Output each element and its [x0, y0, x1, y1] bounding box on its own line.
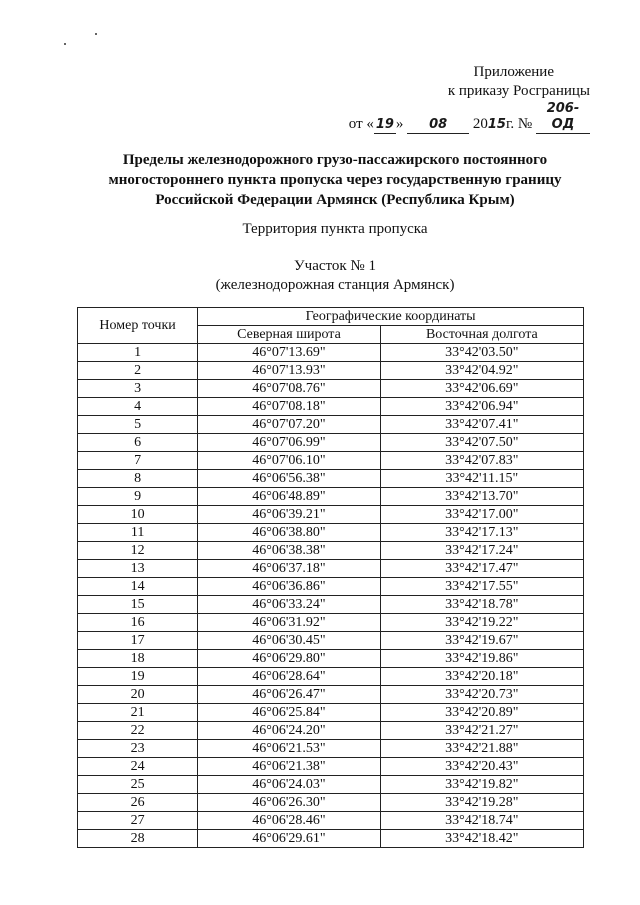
table-row — [78, 614, 584, 632]
latitude-cell: 46°07'08.18" — [198, 398, 381, 416]
point-number-cell: 12 — [78, 542, 198, 560]
table-row — [78, 632, 584, 650]
scan-speck — [64, 43, 66, 45]
document-title — [60, 150, 610, 210]
table-row — [78, 398, 584, 416]
longitude-cell: 33°42'20.43" — [380, 758, 583, 776]
table-row — [78, 704, 584, 722]
longitude-cell: 33°42'17.00" — [380, 506, 583, 524]
longitude-cell: 33°42'11.15" — [380, 470, 583, 488]
latitude-cell: 46°06'21.53" — [198, 740, 381, 758]
longitude-cell: 33°42'20.18" — [380, 668, 583, 686]
latitude-cell: 46°06'31.92" — [198, 614, 381, 632]
latitude-cell: 46°06'21.38" — [198, 758, 381, 776]
longitude-cell: 33°42'19.82" — [380, 776, 583, 794]
longitude-cell: 33°42'19.22" — [380, 614, 583, 632]
longitude-cell: 33°42'06.69" — [380, 380, 583, 398]
date-prefix: от « — [348, 116, 374, 132]
table-row — [78, 812, 584, 830]
territory-heading: Территория пункта пропуска — [242, 221, 428, 237]
longitude-cell: 33°42'07.83" — [380, 452, 583, 470]
order-year: 15 — [487, 117, 506, 132]
latitude-cell: 46°07'06.99" — [198, 434, 381, 452]
table-row — [78, 524, 584, 542]
latitude-cell: 46°07'06.10" — [198, 452, 381, 470]
point-number-cell: 25 — [78, 776, 198, 794]
point-number-cell: 8 — [78, 470, 198, 488]
longitude-cell: 33°42'17.13" — [380, 524, 583, 542]
point-number-cell: 22 — [78, 722, 198, 740]
latitude-cell: 46°06'39.21" — [198, 506, 381, 524]
longitude-cell: 33°42'07.50" — [380, 434, 583, 452]
point-number-cell: 13 — [78, 560, 198, 578]
table-row — [78, 650, 584, 668]
header-longitude: Восточная долгота — [380, 326, 583, 344]
latitude-cell: 46°07'13.93" — [198, 362, 381, 380]
table-row — [78, 686, 584, 704]
header-point-number: Номер точки — [78, 308, 198, 344]
table-row — [78, 740, 584, 758]
section-name: Участок № 1 — [294, 258, 376, 274]
table-row — [78, 362, 584, 380]
point-number-cell: 11 — [78, 524, 198, 542]
latitude-cell: 46°06'56.38" — [198, 470, 381, 488]
section-note: (железнодорожная станция Армянск) — [215, 277, 455, 293]
table-row — [78, 578, 584, 596]
point-number-cell: 21 — [78, 704, 198, 722]
longitude-cell: 33°42'13.70" — [380, 488, 583, 506]
longitude-cell: 33°42'18.42" — [380, 830, 583, 848]
year-suffix: г. № — [505, 116, 533, 132]
longitude-cell: 33°42'21.27" — [380, 722, 583, 740]
longitude-cell: 33°42'18.74" — [380, 812, 583, 830]
point-number-cell: 5 — [78, 416, 198, 434]
table-row — [78, 470, 584, 488]
point-number-cell: 9 — [78, 488, 198, 506]
point-number-cell: 15 — [78, 596, 198, 614]
order-reference: к приказу Росграницы — [447, 83, 590, 99]
point-number-cell: 19 — [78, 668, 198, 686]
table-row — [78, 830, 584, 848]
latitude-cell: 46°06'24.20" — [198, 722, 381, 740]
point-number-cell: 10 — [78, 506, 198, 524]
point-number-cell: 4 — [78, 398, 198, 416]
latitude-cell: 46°06'24.03" — [198, 776, 381, 794]
latitude-cell: 46°06'36.86" — [198, 578, 381, 596]
latitude-cell: 46°06'28.46" — [198, 812, 381, 830]
point-number-cell: 16 — [78, 614, 198, 632]
table-row — [78, 434, 584, 452]
coordinates-body — [78, 344, 584, 848]
point-number-cell: 26 — [78, 794, 198, 812]
latitude-cell: 46°06'38.38" — [198, 542, 381, 560]
table-row — [78, 344, 584, 362]
point-number-cell: 18 — [78, 650, 198, 668]
order-date-line — [290, 101, 590, 134]
order-number: 206-ОД — [536, 101, 590, 134]
section-heading — [40, 257, 630, 295]
latitude-cell: 46°07'13.69" — [198, 344, 381, 362]
latitude-cell: 46°07'08.76" — [198, 380, 381, 398]
point-number-cell: 14 — [78, 578, 198, 596]
latitude-cell: 46°06'26.47" — [198, 686, 381, 704]
longitude-cell: 33°42'06.94" — [380, 398, 583, 416]
table-row — [78, 488, 584, 506]
longitude-cell: 33°42'20.73" — [380, 686, 583, 704]
longitude-cell: 33°42'04.92" — [380, 362, 583, 380]
title-line: Пределы железнодорожного грузо-пассажирского постоянного — [122, 152, 548, 168]
point-number-cell: 24 — [78, 758, 198, 776]
point-number-cell: 2 — [78, 362, 198, 380]
longitude-cell: 33°42'20.89" — [380, 704, 583, 722]
point-number-cell: 23 — [78, 740, 198, 758]
table-row — [78, 380, 584, 398]
order-day: 19 — [375, 117, 394, 132]
title-line: многостороннего пункта пропуска через государственную границу — [108, 172, 562, 188]
table-row — [78, 596, 584, 614]
header-latitude: Северная широта — [198, 326, 381, 344]
latitude-cell: 46°06'28.64" — [198, 668, 381, 686]
scan-speck — [95, 33, 97, 35]
latitude-cell: 46°06'38.80" — [198, 524, 381, 542]
latitude-cell: 46°06'37.18" — [198, 560, 381, 578]
table-row — [78, 452, 584, 470]
table-row — [78, 758, 584, 776]
appendix-label: Приложение — [473, 64, 554, 80]
table-row — [78, 560, 584, 578]
point-number-cell: 20 — [78, 686, 198, 704]
longitude-cell: 33°42'03.50" — [380, 344, 583, 362]
longitude-cell: 33°42'19.86" — [380, 650, 583, 668]
longitude-cell: 33°42'17.47" — [380, 560, 583, 578]
latitude-cell: 46°07'07.20" — [198, 416, 381, 434]
point-number-cell: 6 — [78, 434, 198, 452]
latitude-cell: 46°06'48.89" — [198, 488, 381, 506]
table-row — [78, 794, 584, 812]
coordinates-table — [77, 307, 584, 848]
longitude-cell: 33°42'17.24" — [380, 542, 583, 560]
latitude-cell: 46°06'29.80" — [198, 650, 381, 668]
table-row — [78, 542, 584, 560]
point-number-cell: 17 — [78, 632, 198, 650]
latitude-cell: 46°06'30.45" — [198, 632, 381, 650]
point-number-cell: 7 — [78, 452, 198, 470]
longitude-cell: 33°42'18.78" — [380, 596, 583, 614]
date-mid: » — [395, 116, 404, 132]
title-line: Российской Федерации Армянск (Республика Крым) — [155, 192, 515, 208]
longitude-cell: 33°42'17.55" — [380, 578, 583, 596]
table-row — [78, 416, 584, 434]
longitude-cell: 33°42'21.88" — [380, 740, 583, 758]
point-number-cell: 28 — [78, 830, 198, 848]
table-row — [78, 668, 584, 686]
latitude-cell: 46°06'26.30" — [198, 794, 381, 812]
header-geo-coordinates: Географические координаты — [198, 308, 584, 326]
table-row — [78, 776, 584, 794]
table-row — [78, 722, 584, 740]
point-number-cell: 1 — [78, 344, 198, 362]
longitude-cell: 33°42'19.67" — [380, 632, 583, 650]
latitude-cell: 46°06'29.61" — [198, 830, 381, 848]
appendix-block — [290, 63, 590, 134]
point-number-cell: 27 — [78, 812, 198, 830]
year-prefix: 20 — [472, 116, 488, 132]
longitude-cell: 33°42'07.41" — [380, 416, 583, 434]
longitude-cell: 33°42'19.28" — [380, 794, 583, 812]
latitude-cell: 46°06'33.24" — [198, 596, 381, 614]
point-number-cell: 3 — [78, 380, 198, 398]
latitude-cell: 46°06'25.84" — [198, 704, 381, 722]
order-month: 08 — [407, 117, 469, 134]
table-row — [78, 506, 584, 524]
